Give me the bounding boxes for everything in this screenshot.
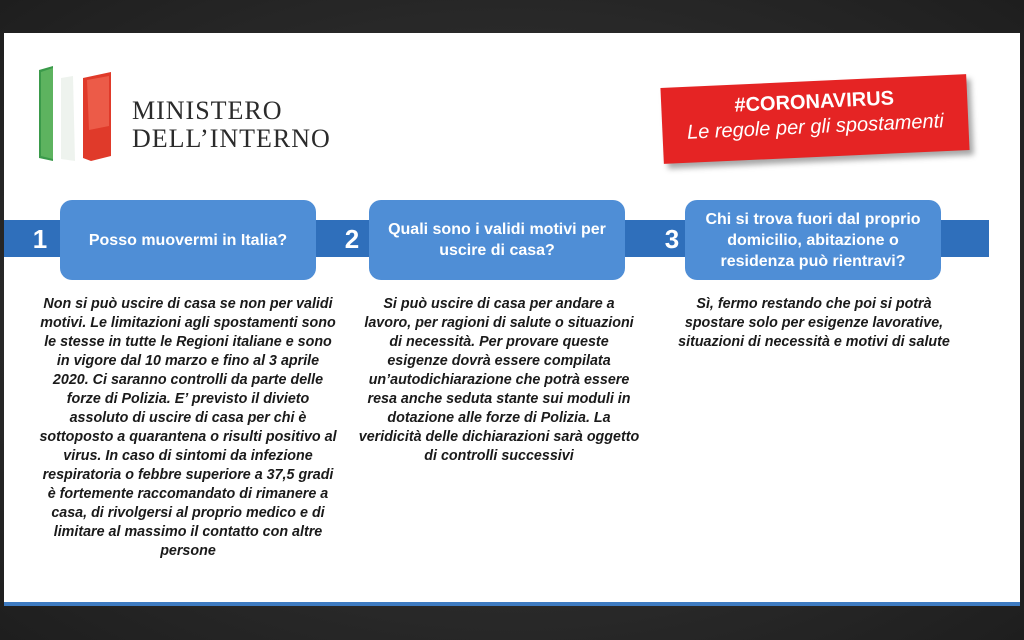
badge-subtitle: Le regole per gli spostamenti (686, 110, 945, 144)
step-number-1: 1 (32, 224, 48, 254)
slide (4, 33, 1020, 606)
badge-hashtag: #CORONAVIRUS (733, 87, 895, 117)
answer-text-2: Si può uscire di casa per andare a lavoro, per ragioni di salute o situazioni di necessità. Per provare queste esigenze dovrà essere compilata un’autodichiarazione che potrà essere resa anche seduta stante sui moduli in dotazione alle forze di Polizia. La veridicità delle dichiarazioni sarà oggetto di controlli successivi (358, 296, 640, 464)
coronavirus-badge (660, 74, 969, 164)
slide-bottom-line (4, 602, 1020, 606)
question-box-2 (369, 200, 625, 280)
italian-flag-logo-icon (31, 66, 113, 161)
question-box-1 (60, 200, 316, 280)
ministry-name-line1: MINISTERO (132, 96, 283, 125)
ministry-name (132, 97, 331, 153)
answer-text-1: Non si può uscire di casa se non per validi motivi. Le limitazioni agli spostamenti sono le stesse in tutte le Regioni italiane e sono in vigore dal 10 marzo e fino al 3 aprile 2020. Ci saranno controlli da parte delle forze di Polizia. E’ previsto il divieto assoluto di uscire di casa per chi è sottoposto a quarantena o risulti positivo al virus. In caso di sintomi da infezione respiratoria o febbre superiore a 37,5 gradi è fortemente raccomandato di rimanere a casa, di rivolgersi al proprio medico e di limitare al massimo il contatto con altre persone (39, 296, 337, 559)
question-box-3 (685, 200, 941, 280)
question-text-2: Quali sono i validi motivi per uscire di casa? (388, 221, 606, 259)
question-text-3: Chi si trova fuori dal proprio domicilio, abitazione o residenza può rientravi? (705, 210, 921, 270)
step-number-2: 2 (344, 224, 360, 254)
ministry-name-line2: DELL’INTERNO (132, 124, 331, 153)
question-text-1: Posso muovermi in Italia? (88, 231, 288, 249)
answer-text-3: Sì, fermo restando che poi si potrà spostare solo per esigenze lavorative, situazioni di necessità e motivi di salute (678, 296, 950, 350)
step-number-3: 3 (664, 224, 680, 254)
